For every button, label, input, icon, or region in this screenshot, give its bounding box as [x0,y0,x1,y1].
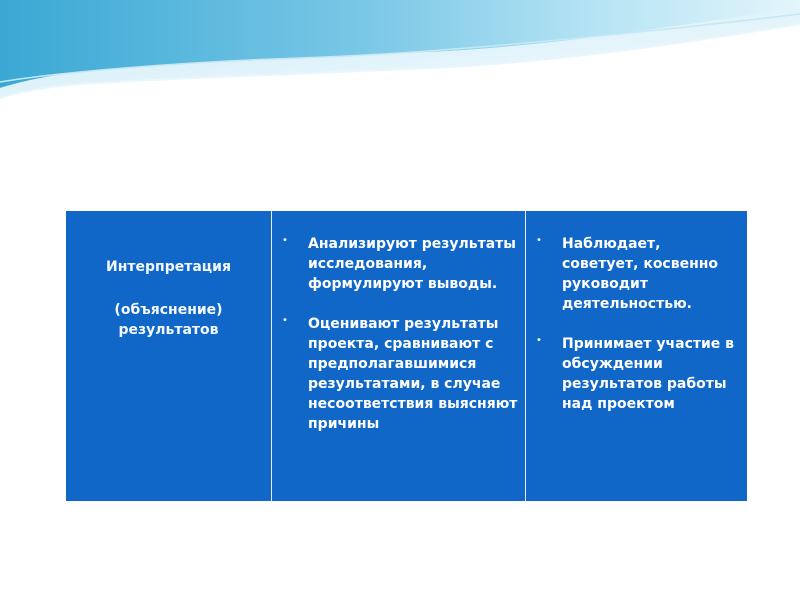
bullet-icon: • [536,335,542,346]
list-item [536,234,741,314]
table-cell-teacher [526,211,747,501]
stage-gap [66,277,271,300]
content-table [66,211,747,501]
stage-title: Интерпретация [106,259,231,275]
list-item-text: Принимает участие в обсуждении результатов работы над проектом [562,336,735,412]
list-item-text: Анализируют результаты исследования, формулируют выводы. [308,236,516,292]
stage-subtitle-cont: результатов [118,322,219,338]
table-cell-stage [66,211,272,501]
header-wave-decoration [0,0,800,120]
bullet-icon: • [282,315,288,326]
list-item [536,334,741,414]
stage-subtitle: (объяснение) [114,302,223,318]
list-item [282,234,519,294]
table-cell-students [272,211,526,501]
list-item [282,314,519,434]
list-item-text: Оценивают результаты проекта, сравнивают с предполагавшимися результатами, в случае несоответствия выясняют причины [308,316,518,432]
bullet-icon: • [536,235,542,246]
list-item-text: Наблюдает, советует, косвенно руководит деятельностью. [562,236,719,312]
bullet-icon: • [282,235,288,246]
